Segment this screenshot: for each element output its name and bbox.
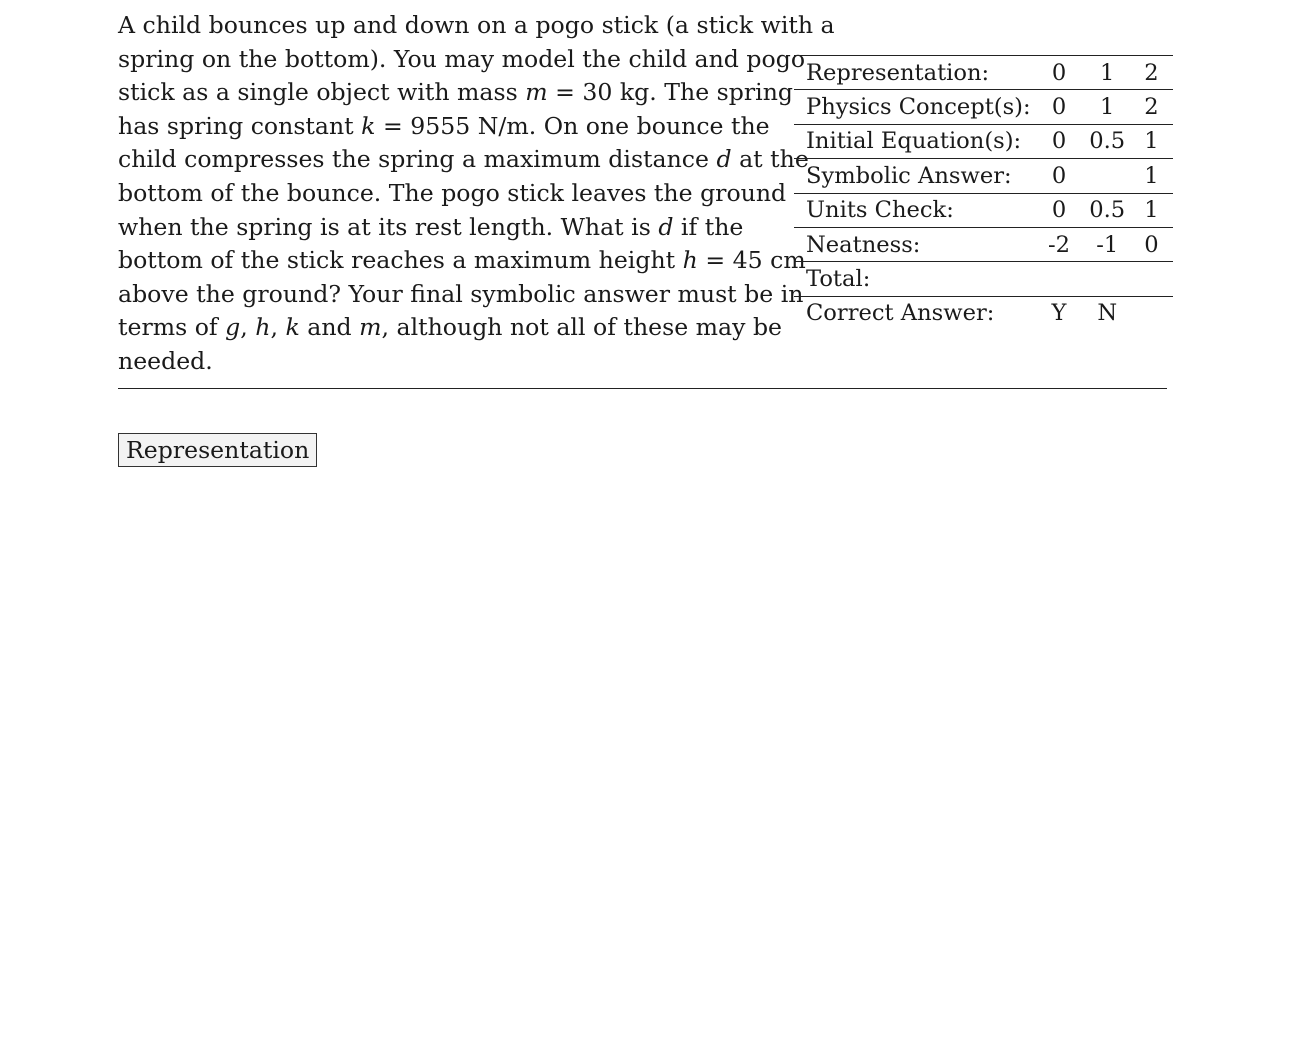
rubric-label: Units Check: bbox=[794, 193, 1034, 227]
rubric-score bbox=[1130, 296, 1173, 330]
rubric-score bbox=[1085, 159, 1130, 193]
section-divider bbox=[118, 388, 1167, 389]
rubric-score: 1 bbox=[1130, 193, 1173, 227]
grading-rubric-table bbox=[794, 55, 1173, 330]
rubric-label: Initial Equation(s): bbox=[794, 124, 1034, 158]
rubric-score: -1 bbox=[1085, 227, 1130, 261]
problem-line: needed. bbox=[118, 346, 213, 375]
rubric-score: 2 bbox=[1130, 90, 1173, 124]
problem-line: bottom of the stick reaches a maximum height h = 45 cm bbox=[118, 246, 806, 275]
rubric-label: Physics Concept(s): bbox=[794, 90, 1034, 124]
problem-line: spring on the bottom). You may model the child and pogo bbox=[118, 44, 806, 73]
problem-line: A child bounces up and down on a pogo stick (a stick with a bbox=[118, 11, 835, 39]
problem-line: child compresses the spring a maximum distance d at the bbox=[118, 145, 809, 174]
rubric-score: 0 bbox=[1034, 90, 1085, 124]
rubric-row-initial-equations bbox=[794, 124, 1173, 158]
rubric-label: Representation: bbox=[794, 56, 1034, 90]
rubric-score: 0 bbox=[1034, 124, 1085, 158]
rubric-score: 1 bbox=[1130, 124, 1173, 158]
rubric-score: 0 bbox=[1034, 193, 1085, 227]
rubric-label: Total: bbox=[794, 262, 1034, 296]
problem-statement bbox=[118, 9, 835, 379]
problem-line: stick as a single object with mass m = 30 kg. The spring bbox=[118, 78, 793, 107]
rubric-score: 0.5 bbox=[1085, 193, 1130, 227]
rubric-score: 1 bbox=[1130, 159, 1173, 193]
problem-line: above the ground? Your final symbolic answer must be in bbox=[118, 279, 804, 308]
rubric-score: 0 bbox=[1034, 56, 1085, 90]
rubric-score: -2 bbox=[1034, 227, 1085, 261]
rubric-row-correct-answer bbox=[794, 296, 1173, 330]
rubric-score bbox=[1130, 262, 1173, 296]
rubric-score: 2 bbox=[1130, 56, 1173, 90]
rubric-score: 0.5 bbox=[1085, 124, 1130, 158]
rubric-row-symbolic-answer bbox=[794, 159, 1173, 193]
problem-line: has spring constant k = 9555 N/m. On one bounce the bbox=[118, 111, 770, 140]
rubric-label: Neatness: bbox=[794, 227, 1034, 261]
problem-line: when the spring is at its rest length. What is d if the bbox=[118, 212, 744, 241]
rubric-score bbox=[1034, 262, 1085, 296]
rubric-score: 1 bbox=[1085, 90, 1130, 124]
rubric-row-representation bbox=[794, 56, 1173, 90]
rubric-score: N bbox=[1097, 300, 1118, 327]
rubric-row-units-check bbox=[794, 193, 1173, 227]
rubric-row-total bbox=[794, 262, 1173, 296]
problem-line: bottom of the bounce. The pogo stick leaves the ground bbox=[118, 178, 787, 207]
rubric-label: Correct Answer: bbox=[806, 300, 995, 327]
rubric-label: Symbolic Answer: bbox=[794, 159, 1034, 193]
rubric-score: 0 bbox=[1034, 159, 1085, 193]
rubric-score: Y bbox=[1051, 300, 1067, 327]
rubric-score bbox=[1085, 262, 1130, 296]
rubric-row-neatness bbox=[794, 227, 1173, 261]
problem-line: terms of g, h, k and m, although not all of these may be bbox=[118, 313, 783, 342]
rubric-score: 1 bbox=[1085, 56, 1130, 90]
representation-button[interactable]: Representation bbox=[118, 433, 317, 467]
rubric-score: 0 bbox=[1130, 227, 1173, 261]
rubric-row-physics-concepts bbox=[794, 90, 1173, 124]
